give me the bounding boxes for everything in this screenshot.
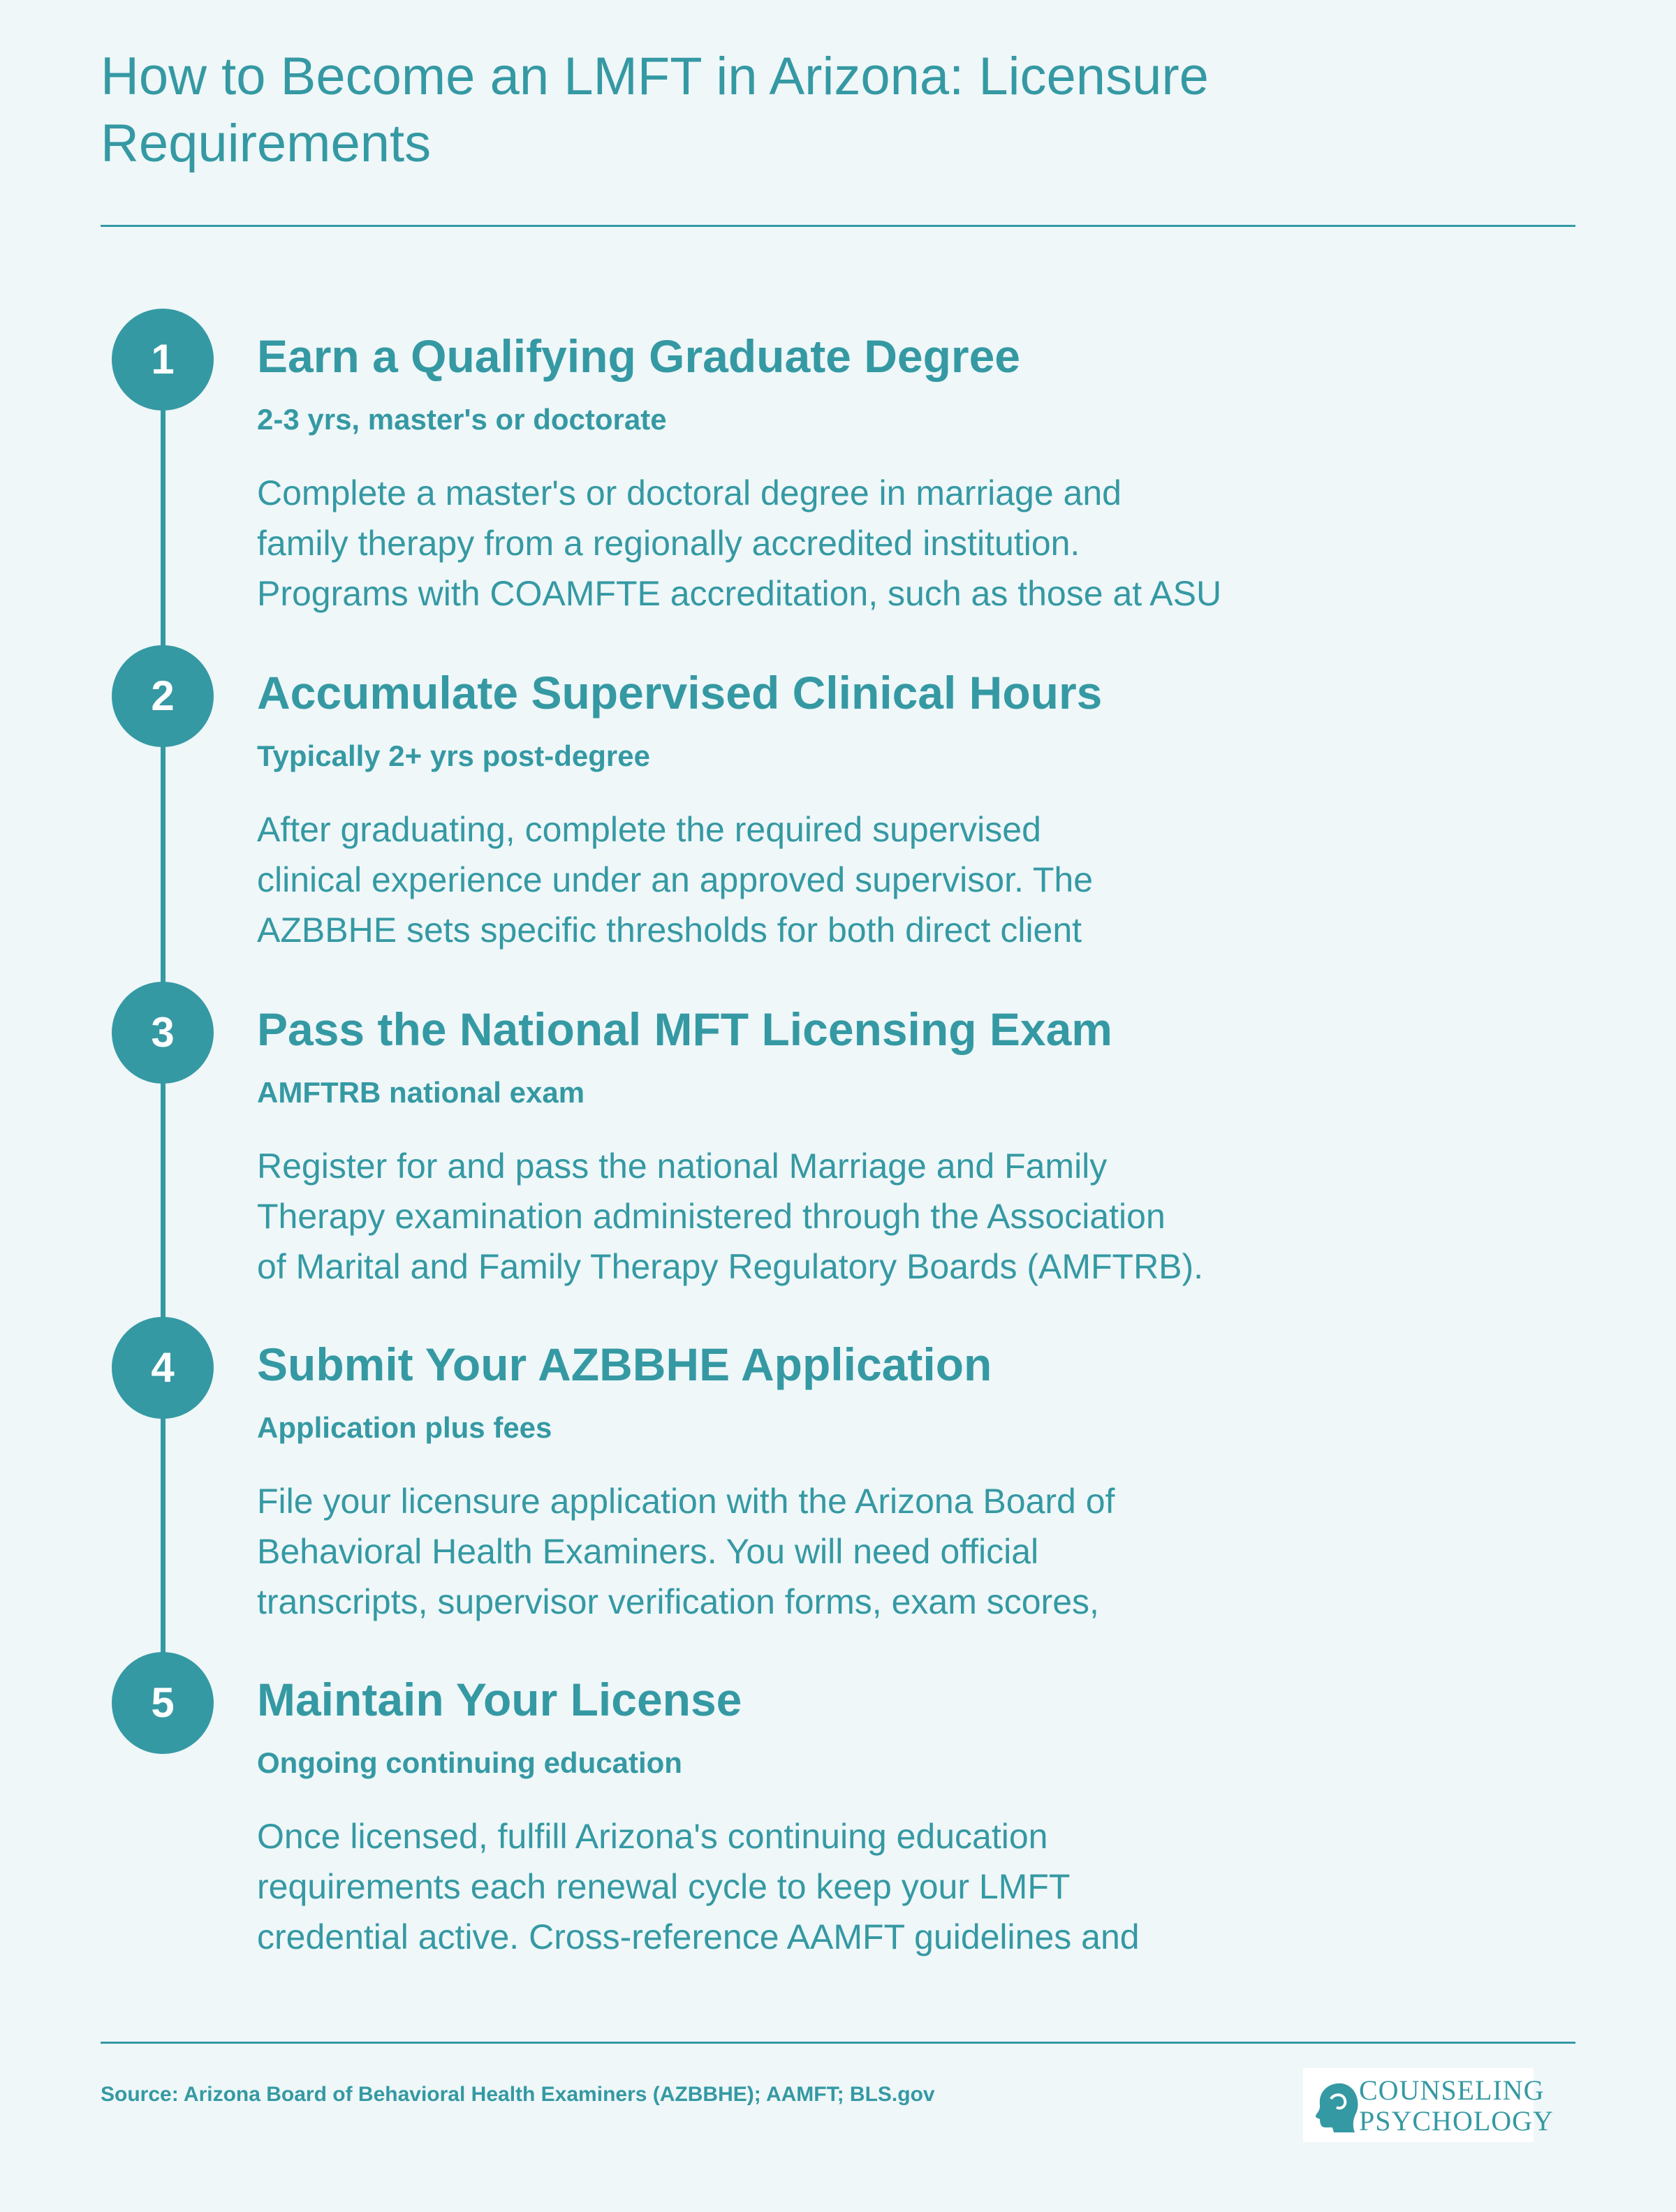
- step-number-badge: 5: [112, 1652, 214, 1754]
- step-subtitle: Application plus fees: [257, 1411, 552, 1444]
- logo-text-top: COUNSELING: [1359, 2074, 1545, 2106]
- description-line: clinical experience under an approved supervisor. The: [257, 860, 1094, 899]
- description-line: Register for and pass the national Marriage and Family: [257, 1146, 1108, 1186]
- step-description: [257, 1811, 1430, 1962]
- bottom-divider: [101, 2042, 1575, 2044]
- description-line: requirements each renewal cycle to keep your LMFT: [257, 1867, 1071, 1906]
- top-divider: [101, 225, 1575, 227]
- step-subtitle: 2-3 yrs, master's or doctorate: [257, 403, 667, 436]
- head-profile-icon: [1313, 2079, 1362, 2132]
- step-subtitle: AMFTRB national exam: [257, 1076, 585, 1109]
- step-title: Maintain Your License: [257, 1674, 742, 1725]
- description-line: Behavioral Health Examiners. You will need official: [257, 1532, 1039, 1571]
- step-subtitle: Typically 2+ yrs post-degree: [257, 739, 650, 772]
- step-description: [257, 1476, 1430, 1627]
- description-line: Complete a master's or doctoral degree in marriage and: [257, 473, 1122, 513]
- step-number-badge: 3: [112, 982, 214, 1084]
- logo-text-bottom: PSYCHOLOGY: [1359, 2105, 1554, 2137]
- source-note: Source: Arizona Board of Behavioral Health Examiners (AZBBHE); AAMFT; BLS.gov: [101, 2083, 935, 2106]
- description-line: of Marital and Family Therapy Regulatory Boards (AMFTRB).: [257, 1247, 1204, 1286]
- step-description: [257, 1141, 1430, 1292]
- description-line: Programs with COAMFTE accreditation, such as those at ASU: [257, 574, 1222, 613]
- step-title: Accumulate Supervised Clinical Hours: [257, 667, 1103, 718]
- description-line: transcripts, supervisor verification forms, exam scores,: [257, 1582, 1099, 1621]
- brand-logo: [1303, 2068, 1554, 2142]
- description-line: credential active. Cross-reference AAMFT guidelines and: [257, 1917, 1140, 1956]
- description-line: File your licensure application with the Arizona Board of: [257, 1482, 1115, 1521]
- description-line: After graduating, complete the required supervised: [257, 810, 1041, 849]
- description-line: Therapy examination administered through the Association: [257, 1197, 1166, 1236]
- step-description: [257, 468, 1430, 619]
- step-subtitle: Ongoing continuing education: [257, 1746, 682, 1779]
- step-title: Pass the National MFT Licensing Exam: [257, 1003, 1112, 1055]
- step-number-badge: 1: [112, 309, 214, 411]
- step-description: [257, 804, 1430, 955]
- step-number-badge: 4: [112, 1317, 214, 1419]
- step-number-badge: 2: [112, 645, 214, 747]
- step-title: Earn a Qualifying Graduate Degree: [257, 330, 1020, 382]
- description-line: AZBBHE sets specific thresholds for both direct client: [257, 910, 1082, 950]
- description-line: family therapy from a regionally accredited institution.: [257, 524, 1080, 563]
- page-title: How to Become an LMFT in Arizona: Licensure Requirements: [101, 47, 1209, 173]
- step-title: Submit Your AZBBHE Application: [257, 1339, 992, 1390]
- description-line: Once licensed, fulfill Arizona's continuing education: [257, 1817, 1048, 1856]
